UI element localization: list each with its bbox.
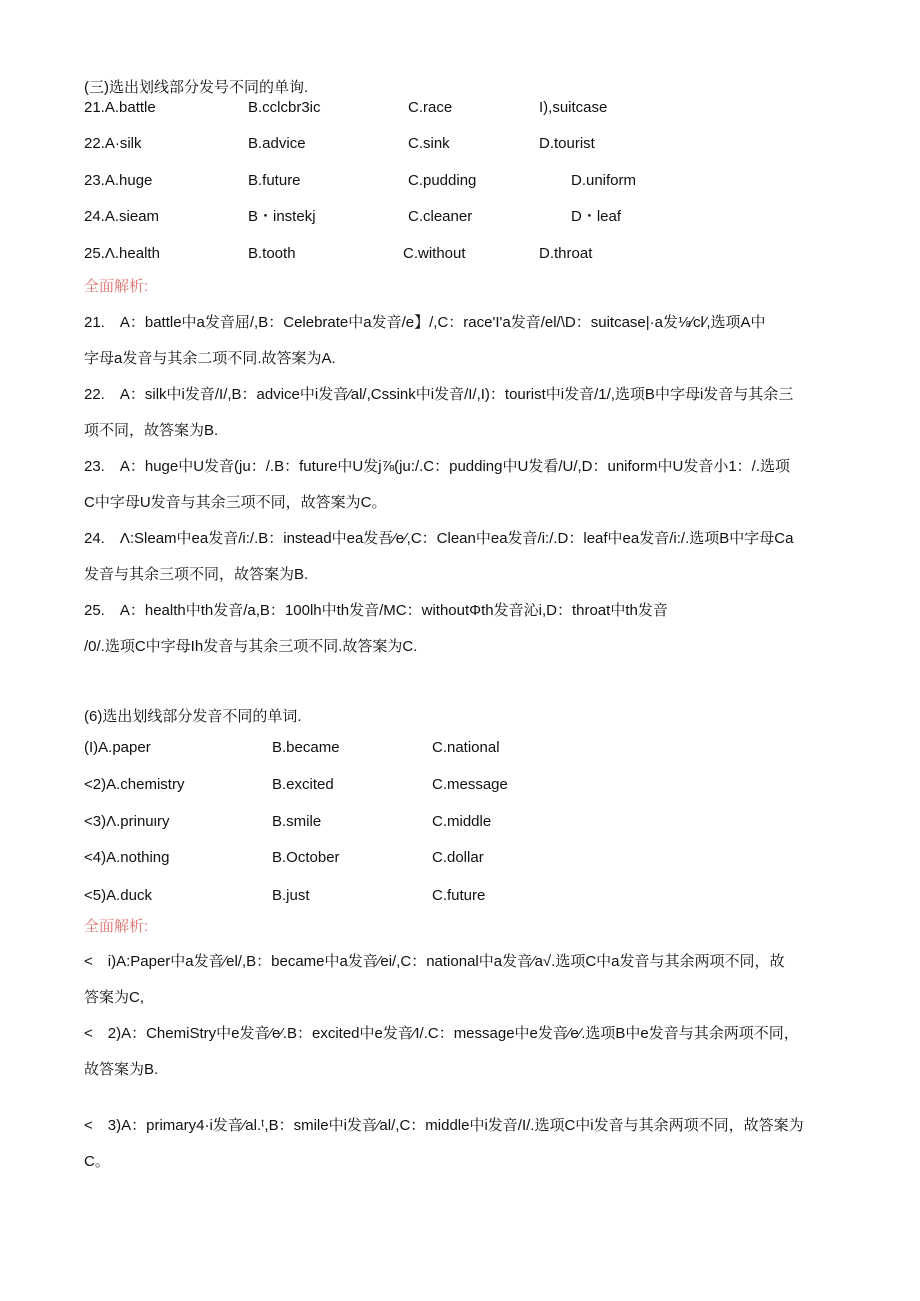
option-c: C.sink [408, 135, 450, 152]
option-a: <5)A.duck [84, 887, 152, 904]
option-b: B.smile [272, 813, 322, 830]
option-c: C.cleaner [408, 208, 473, 225]
option-b: B.excited [272, 776, 334, 793]
option-c: C.message [432, 776, 508, 793]
question-row-22 [84, 134, 844, 154]
explanation-line: < 2)A：ChemiStry中e发音⁄e⁄.B：excited中e发音⁄I/.C：message中e发音⁄e⁄.选项B中e发音与其余两项不同， [84, 1025, 799, 1042]
explanation-line: 25. A：health中th发音/a,B：100lh中th发音/MC：withoutΦth发音沁i,D：throat中th发音 [84, 602, 668, 619]
explanation-line: 字母a发音与其余二项不同.故答案为A. [84, 350, 336, 367]
explanation-line: 答案为C, [84, 989, 145, 1006]
option-a: <4)A.nothing [84, 849, 170, 866]
question-row-2 [84, 775, 844, 795]
option-c: C.middle [432, 813, 492, 830]
explanation-line: 22. A：silk中i发音/I/,B：advice中i发音⁄al/,Cssink中i发音/I/,I)：tourist中i发音/1/,选项B中字母i发音与其余三 [84, 386, 794, 403]
explanation-line: < i)A:Paper中a发音⁄el/,B：became中a发音⁄ei/,C：national中a发音⁄a√.选项C中a发音与其余两项不同，故 [84, 953, 785, 970]
option-d: D.uniform [571, 172, 637, 189]
option-d: D・leaf [571, 208, 622, 225]
option-a: 22.A·silk [84, 135, 142, 152]
question-row-24 [84, 207, 844, 227]
option-c: C.without [403, 245, 466, 262]
section6-explanations-cont [84, 1108, 836, 1180]
section6-explanations [84, 944, 836, 1088]
explanation-line: C。 [84, 1153, 110, 1170]
question-row-5 [84, 886, 844, 906]
option-b: B.became [272, 739, 340, 756]
option-d: D.tourist [539, 135, 595, 152]
option-a: (I)A.paper [84, 739, 151, 756]
analysis-label: 全面解析: [84, 918, 149, 935]
option-b: B.October [272, 849, 340, 866]
option-c: C.dollar [432, 849, 484, 866]
option-c: C.race [408, 99, 453, 116]
question-row-25 [84, 244, 844, 264]
option-a: 25.Λ.health [84, 245, 160, 262]
explanation-line: 发音与其余三项不同，故答案为B. [84, 566, 309, 583]
explanation-line: 24. Λ:Sleam中ea发音/i:/.B：instead中ea发吾⁄e⁄,C：Clean中ea发音/i:/.D：leaf中ea发音/i:/.选项B中字母Ca [84, 530, 794, 547]
option-a: <3)Λ.prinuιry [84, 813, 170, 830]
explanation-line: 故答案为B. [84, 1061, 159, 1078]
option-d: I),suitcase [539, 99, 608, 116]
explanation-line: 23. A：huge中U发音(ju：/.B：future中U发j⅞(ju:/.C：pudding中U发看/U/,D：uniform中U发音小1：/.选项 [84, 458, 791, 475]
option-a: 21.A.battle [84, 99, 156, 116]
option-c: C.pudding [408, 172, 477, 189]
option-d: D.throat [539, 245, 593, 262]
analysis-label: 全面解析: [84, 278, 149, 295]
explanation-line: /0/.选项C中字母Ih发音与其余三项不同.故答案为C. [84, 638, 418, 655]
option-b: B.cclcbr3ic [248, 99, 321, 116]
section3-heading: (三)选出划线部分发号不同的单询. [84, 79, 309, 96]
explanation-line: < 3)A：primary4·i发音⁄al.ᵗ,B：smile中i发音⁄al/,C：middle中i发音/I/.选项C中i发音与其余两项不同，故答案为 [84, 1117, 804, 1134]
section3-explanations [84, 305, 836, 665]
option-b: B・instekj [248, 208, 316, 225]
question-row-23 [84, 171, 844, 191]
explanation-line: 项不同，故答案为B. [84, 422, 219, 439]
option-b: B.future [248, 172, 301, 189]
option-b: B.tooth [248, 245, 296, 262]
option-c: C.national [432, 739, 500, 756]
explanation-line: 21. A：battle中a发音屈/,B：Celebrate中a发音/e】/,C：race'I'a发音/el/\D：suitcase|·a发⅛∕cl⁄,选项A中 [84, 314, 766, 331]
option-b: B.just [272, 887, 310, 904]
question-row-21 [84, 98, 844, 118]
option-b: B.advice [248, 135, 306, 152]
option-a: <2)A.chemistry [84, 776, 185, 793]
question-row-4 [84, 848, 844, 868]
section6-heading: (6)选出划线部分发音不同的单词. [84, 708, 302, 725]
question-row-1 [84, 738, 844, 758]
option-c: C.future [432, 887, 486, 904]
question-row-3 [84, 812, 844, 832]
option-a: 24.A.sieam [84, 208, 160, 225]
explanation-line: C中字母U发音与其余三项不同，故答案为C。 [84, 494, 387, 511]
option-a: 23.A.huge [84, 172, 153, 189]
